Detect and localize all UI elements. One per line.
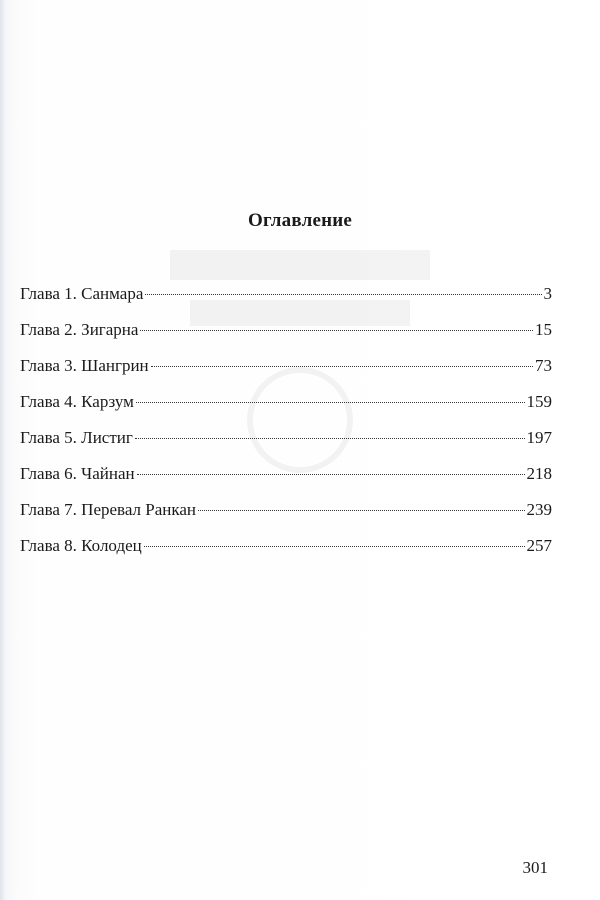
- toc-entry: [20, 320, 552, 356]
- toc-entry: [20, 500, 552, 536]
- toc-entry-page: 197: [526, 428, 552, 447]
- toc-leader-dots: [145, 294, 541, 295]
- toc-entry: [20, 464, 552, 500]
- toc-entry-page: 159: [526, 392, 552, 411]
- toc-entry: [20, 536, 552, 572]
- toc-leader-dots: [135, 438, 525, 439]
- toc-entry-page: 218: [526, 464, 552, 483]
- toc-entry: [20, 284, 552, 320]
- toc-entry-page: 15: [535, 320, 552, 339]
- toc-entry-label: Глава 8. Колодец: [20, 536, 142, 555]
- toc-entry-page: 257: [526, 536, 552, 555]
- toc-entry-page: 239: [526, 500, 552, 519]
- page-number: 301: [522, 858, 548, 877]
- toc-leader-dots: [136, 402, 525, 403]
- toc-leader-dots: [144, 546, 525, 547]
- table-of-contents: [20, 284, 552, 572]
- toc-heading: Оглавление: [247, 210, 353, 231]
- toc-entry-label: Глава 1. Санмара: [20, 284, 144, 303]
- page-binding-edge: [0, 0, 6, 900]
- toc-leader-dots: [137, 474, 525, 475]
- toc-leader-dots: [140, 330, 533, 331]
- toc-leader-dots: [151, 366, 533, 367]
- toc-entry: [20, 356, 552, 392]
- toc-entry-label: Глава 2. Зигарна: [20, 320, 139, 339]
- toc-entry-label: Глава 3. Шангрин: [20, 356, 149, 375]
- toc-entry-page: 73: [535, 356, 552, 375]
- toc-entry: [20, 392, 552, 428]
- toc-leader-dots: [198, 510, 524, 511]
- toc-entry-page: 3: [543, 284, 552, 303]
- toc-entry-label: Глава 4. Карзум: [20, 392, 134, 411]
- toc-entry: [20, 428, 552, 464]
- toc-entry-label: Глава 6. Чайнан: [20, 464, 135, 483]
- toc-entry-label: Глава 7. Перевал Ранкан: [20, 500, 197, 519]
- toc-entry-label: Глава 5. Листиг: [20, 428, 133, 447]
